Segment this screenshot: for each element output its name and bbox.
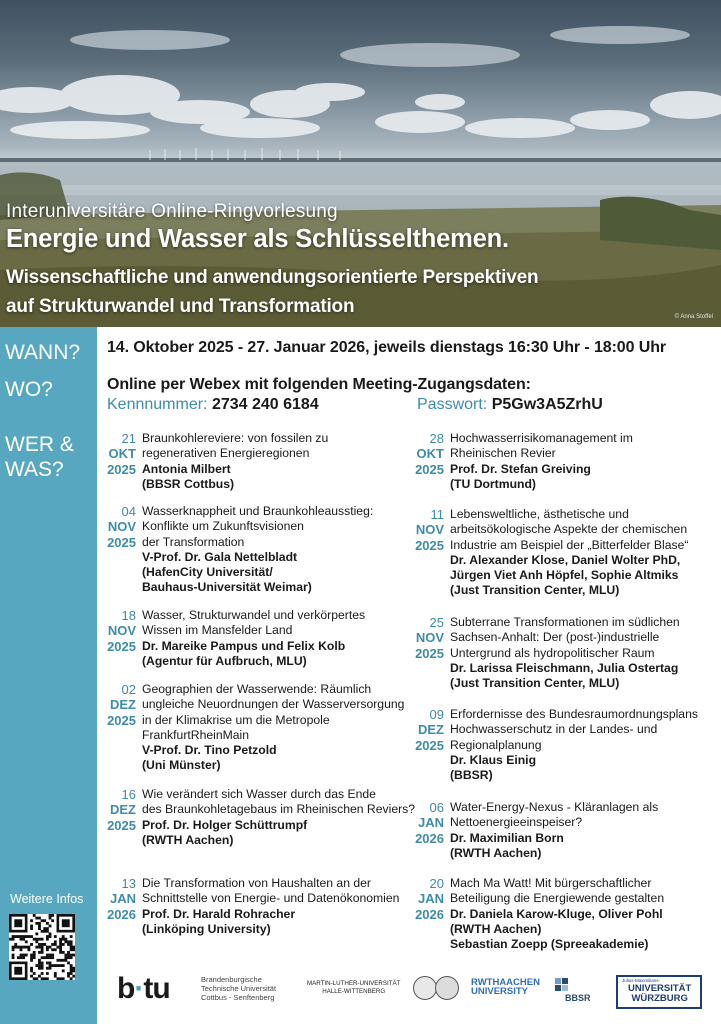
event-title-line: Rheinischen Revier	[450, 446, 556, 461]
event-body	[142, 787, 415, 848]
event-year: 2025	[415, 737, 444, 753]
event-day: 16	[121, 787, 136, 802]
event-date	[98, 431, 136, 477]
event-month: DEZ	[110, 802, 136, 818]
btu-line-2: Technische Universität	[201, 984, 277, 993]
event-speaker-line: (BBSR Cottbus)	[142, 476, 235, 491]
event-day: 11	[430, 507, 444, 522]
event-date	[98, 608, 136, 654]
uniwue-small: Julius-Maximilians-	[622, 978, 661, 983]
btu-logo-dot: ·	[134, 972, 144, 1005]
event-title-line: Wissen im Mansfelder Land	[142, 623, 293, 638]
event-year: 2025	[107, 461, 136, 477]
event-body	[450, 707, 698, 783]
password-value[interactable]: P5Gw3A5ZrhU	[491, 396, 603, 413]
sidebar-label-wer-was	[5, 432, 74, 482]
event-speaker-line: Dr. Daniela Karow-Kluge, Oliver Pohl	[450, 906, 663, 921]
event-month: DEZ	[418, 722, 444, 738]
event-body	[142, 682, 404, 774]
qr-code[interactable]	[9, 914, 75, 980]
btu-logo-text	[201, 975, 276, 1002]
event-speaker-line: Dr. Alexander Klose, Daniel Wolter PhD,	[450, 552, 681, 567]
event-month: DEZ	[110, 697, 136, 713]
event-speaker-line: Prof. Dr. Harald Rohracher	[142, 906, 296, 921]
event-speaker-line: Dr. Mareike Pampus und Felix Kolb	[142, 638, 346, 653]
event-title-line: des Braunkohletagebaus im Rheinischen Reviers?	[142, 802, 416, 817]
event-body	[142, 504, 373, 596]
event-body	[450, 876, 664, 952]
event-year: 2025	[415, 645, 444, 661]
uniwue-line-1: UNIVERSITÄT	[628, 983, 692, 994]
event-speaker-line: (TU Dortmund)	[450, 476, 536, 491]
event-speaker-line: Jürgen Viet Anh Höpfel, Sophie Altmiks	[450, 568, 679, 583]
btu-logo-b: b	[117, 972, 135, 1005]
mlu-seal-icon	[413, 976, 437, 1000]
sidebar-label-was: WAS?	[5, 458, 64, 481]
partner-logos	[97, 966, 721, 1024]
subtitle-line-2: auf Strukturwandel und Transformation	[6, 296, 355, 317]
event-day: 20	[429, 876, 444, 891]
event-date	[98, 682, 136, 728]
event-title-line: Wasser, Strukturwandel und verkörpertes	[142, 608, 366, 622]
rwth-line-1: RWTHAACHEN	[471, 977, 540, 988]
event-day: 18	[121, 608, 136, 623]
meeting-number[interactable]: 2734 240 6184	[211, 396, 319, 413]
event-year: 2026	[415, 830, 444, 846]
event-date	[98, 504, 136, 550]
sidebar-label-wann: WANN?	[5, 341, 81, 364]
btu-line-1: Brandenburgische	[201, 975, 262, 984]
page-title: Energie und Wasser als Schlüsselthemen.	[6, 225, 509, 253]
event-body	[142, 608, 365, 669]
event-day: 09	[429, 707, 444, 722]
mlu-logo	[307, 980, 400, 996]
password-label: Passwort:	[417, 396, 488, 413]
event-body	[450, 507, 688, 599]
event-month: OKT	[108, 446, 136, 462]
event-title-line: Erfordernisse des Bundesraumordnungsplans	[450, 707, 698, 721]
event-speaker-line: (Linköping University)	[142, 921, 271, 936]
event-year: 2025	[415, 461, 444, 477]
event-speaker-line: Dr. Klaus Einig	[450, 752, 537, 767]
event-title-line: Wie verändert sich Wasser durch das Ende	[142, 787, 376, 801]
btu-line-3: Cottbus - Senftenberg	[201, 993, 275, 1002]
event-date	[406, 507, 444, 553]
event-month: NOV	[415, 522, 444, 538]
sidebar-label-wer: WER &	[5, 433, 74, 456]
event-location: Online per Webex mit folgenden Meeting-Zugangsdaten:	[107, 376, 531, 393]
event-title-line: Industrie am Beispiel der „Bitterfelder Blase“	[450, 537, 689, 552]
btu-logo-tu: tu	[143, 972, 170, 1005]
event-title-line: der Transformation	[142, 534, 245, 549]
event-year: 2025	[107, 534, 136, 550]
event-body	[142, 876, 399, 937]
event-speaker-line: (Uni Münster)	[142, 758, 221, 773]
hero-image	[0, 0, 721, 327]
uni-wuerzburg-logo	[616, 975, 702, 1009]
event-year: 2026	[107, 906, 136, 922]
series-label: Interuniversitäre Online-Ringvorlesung	[6, 201, 338, 222]
event-speaker-line: (RWTH Aachen)	[142, 832, 234, 847]
event-date	[406, 800, 444, 846]
event-dates: 14. Oktober 2025 - 27. Januar 2026, jeweils dienstags 16:30 Uhr - 18:00 Uhr	[107, 339, 666, 356]
event-speaker-line: Prof. Dr. Holger Schüttrumpf	[142, 817, 308, 832]
event-speaker-line: Bauhaus-Universität Weimar)	[142, 580, 312, 595]
event-title-line: Lebensweltliche, ästhetische und	[450, 507, 629, 521]
event-speaker-line: Sebastian Zoepp (Spreeakademie)	[450, 937, 649, 952]
event-day: 21	[121, 431, 136, 446]
event-month: JAN	[417, 815, 444, 831]
event-speaker-line: (RWTH Aachen)	[450, 845, 542, 860]
event-month: OKT	[416, 446, 444, 462]
event-speaker-line: (HafenCity Universität/	[142, 565, 273, 580]
event-title-line: Hochwasserrisikomanagement im	[450, 431, 633, 445]
event-title-line: Mach Ma Watt! Mit bürgerschaftlicher	[450, 876, 652, 890]
event-title-line: FrankfurtRheinMain	[142, 727, 250, 742]
meeting-number-label: Kennnummer:	[107, 396, 208, 413]
bbsr-mark-icon	[555, 978, 569, 992]
event-year: 2025	[107, 817, 136, 833]
event-month: NOV	[415, 630, 444, 646]
event-title-line: Beteiligung die Energiewende gestalten	[450, 891, 665, 906]
event-month: NOV	[107, 623, 136, 639]
event-speaker-line: Dr. Maximilian Born	[450, 830, 564, 845]
event-date	[98, 876, 136, 922]
bbsr-logo: BBSR	[565, 993, 591, 1003]
event-day: 28	[429, 431, 444, 446]
event-title-line: Water-Energy-Nexus - Kläranlagen als	[450, 800, 659, 814]
meeting-number-row	[107, 396, 319, 414]
event-title-line: Konflikte um Zukunftsvisionen	[142, 519, 304, 534]
event-speaker-line: (Just Transition Center, MLU)	[450, 676, 620, 691]
event-speaker-line: (RWTH Aachen)	[450, 921, 542, 936]
event-speaker-line: (Just Transition Center, MLU)	[450, 583, 620, 598]
event-speaker-line: (Agentur für Aufbruch, MLU)	[142, 653, 307, 668]
event-body	[142, 431, 328, 492]
event-day: 02	[121, 682, 136, 697]
event-year: 2025	[107, 712, 136, 728]
event-year: 2025	[415, 537, 444, 553]
mlu-line-1: MARTIN-LUTHER-UNIVERSITÄT	[307, 980, 401, 987]
event-title-line: Subterrane Transformationen im südlichen	[450, 615, 680, 629]
event-title-line: Sachsen-Anhalt: Der (post-)industrielle	[450, 630, 660, 645]
event-title-line: Hochwasserschutz in der Landes- und	[450, 722, 658, 737]
event-year: 2026	[415, 906, 444, 922]
password-row	[417, 396, 603, 414]
qr-code-icon	[9, 914, 75, 980]
event-body	[450, 615, 680, 691]
rwth-line-2: UNIVERSITY	[471, 986, 529, 997]
event-speaker-line: Prof. Dr. Stefan Greiving	[450, 461, 591, 476]
event-title-line: arbeitsökologische Aspekte der chemischen	[450, 522, 688, 537]
event-title-line: ungleiche Neuordnungen der Wasserversorgung	[142, 697, 405, 712]
photo-credit: © Anna Stoffel	[674, 314, 713, 320]
event-month: JAN	[109, 891, 136, 907]
event-title-line: Nettoenergieeinspeiser?	[450, 815, 583, 830]
mlu-seal-icon-2	[435, 976, 459, 1000]
event-date	[98, 787, 136, 833]
event-date	[406, 431, 444, 477]
event-day: 04	[121, 504, 136, 519]
event-body	[450, 800, 658, 861]
event-title-line: Geographien der Wasserwende: Räumlich	[142, 682, 372, 696]
rwth-logo	[471, 978, 540, 996]
subtitle-line-1: Wissenschaftliche und anwendungsorientierte Perspektiven	[6, 267, 539, 288]
mlu-line-2: HALLE-WITTENBERG	[322, 988, 386, 995]
event-date	[406, 876, 444, 922]
event-day: 06	[429, 800, 444, 815]
event-title-line: in der Klimakrise um die Metropole	[142, 712, 330, 727]
event-title-line: Schnittstelle von Energie- und Datenökonomien	[142, 891, 400, 906]
uniwue-line-2: WÜRZBURG	[631, 993, 688, 1004]
event-year: 2025	[107, 638, 136, 654]
event-day: 25	[429, 615, 444, 630]
uniwue-name	[628, 984, 691, 1004]
event-title-line: Wasserknappheit und Braunkohleausstieg:	[142, 504, 374, 518]
event-speaker-line: Dr. Larissa Fleischmann, Julia Ostertag	[450, 660, 679, 675]
event-day: 13	[121, 876, 136, 891]
event-title-line: Braunkohlereviere: von fossilen zu	[142, 431, 329, 445]
event-title-line: Die Transformation von Haushalten an der	[142, 876, 371, 890]
event-title-line: Regionalplanung	[450, 737, 542, 752]
event-speaker-line: V-Prof. Dr. Tino Petzold	[142, 743, 277, 758]
event-title-line: Untergrund als hydropolitischer Raum	[450, 645, 655, 660]
event-speaker-line: (BBSR)	[450, 768, 493, 783]
sidebar-label-wo: WO?	[5, 378, 53, 401]
event-month: JAN	[417, 891, 444, 907]
event-date	[406, 615, 444, 661]
event-date	[406, 707, 444, 753]
more-info-label: Weitere Infos	[10, 892, 84, 906]
event-speaker-line: Antonia Milbert	[142, 461, 231, 476]
event-month: NOV	[107, 519, 136, 535]
btu-logo	[117, 972, 170, 1006]
event-title-line: regenerativen Energieregionen	[142, 446, 310, 461]
event-speaker-line: V-Prof. Dr. Gala Nettelbladt	[142, 549, 298, 564]
event-body	[450, 431, 633, 492]
